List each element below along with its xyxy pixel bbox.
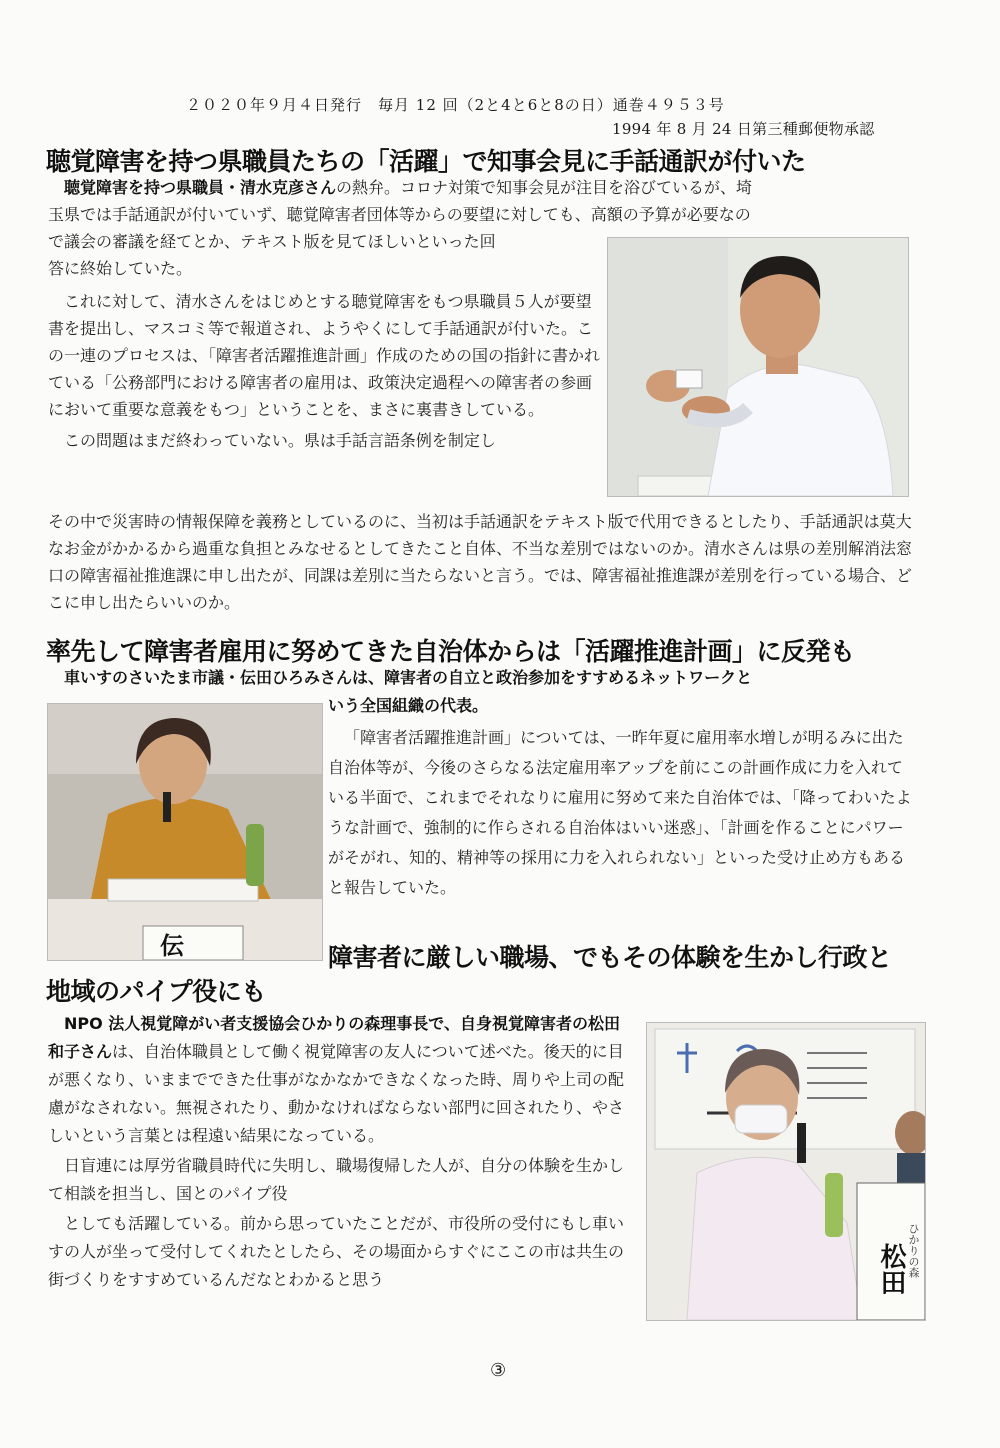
article1-para3-line1: この問題はまだ終わっていない。県は手話言語条例を制定し [64,431,496,450]
article3-text: としても活躍している。前から思っていたことだが、市役所の受付にもし車いすの人が坐って受付してくれたとしたら、その場面からすぐにここの市は共生の街づくりをすすめているんだなとわかると思う [48,1214,625,1289]
nameplate-matsuda-sub: ひかりの森 [907,1223,920,1278]
article1-text: で議会の審議を経てとか、テキスト版を見てほしいといった回 [48,232,496,251]
article1-para2: これに対して、清水さんをはじめとする聴覚障害をもつ県職員５人が要望書を提出し、マスコミ等で報道され、ようやくにして手話通訳が付いた。この一連のプロセスは、「障害者活躍推進計画」作成のための国の指針に書かれている「公務部門における障害者の雇用は、政策決定過程への障害者の参画において重要な意義をもつ」ということを、まさに裏書きしている。 [48,292,601,419]
article1-text: 玉県では手話通訳が付いていず、聴覚障害者団体等からの要望に対しても、高額の予算が必要なの [48,205,751,224]
article2-lead-line1 [48,664,920,691]
postal-approval: 1994 年 8 月 24 日第三種郵便物承認 [612,120,875,138]
article2-lead-line2: いう全国組織の代表。 [328,696,489,715]
article1-para1-top [48,174,920,228]
issue-info: ２０２０年９月４日発行 毎月 12 回（2と4と6と8の日）通巻４９５３号 [186,96,725,114]
photo-shimizu [607,237,909,497]
photo-matsuda [646,1022,926,1321]
article1-para3: その中で災害時の情報保障を義務としているのに、当初は手話通訳をテキスト版で代用できるとしたり、手話通訳は莫大なお金がかかるから過重な負担とみなせるとしてきたこと自体、不当な差別ではないのか。清水さんは県の差別解消法窓口の障害福祉推進課に申し出たが、同課は差別に当たらないと言う。では、障害福祉推進課が差別を行っている場合、どこに申し出たらいいのか。 [48,512,913,612]
photo-denda-illustration [48,704,322,960]
page-number: ③ [490,1360,507,1381]
article3-body [48,1010,634,1294]
headline-article3-a: 障害者に厳しい職場、でもその体験を生かし行政と [328,943,892,972]
article1-column-text [48,228,603,454]
headline-article2: 率先して障害者雇用に努めてきた自治体からは「活躍推進計画」に反発も [46,637,855,666]
article3-text: 日盲連には厚労省職員時代に失明し、職場復帰した人が、自分の体験を生かして相談を担当し、国とのパイプ役 [48,1156,625,1203]
nameplate-matsuda: 松田 [876,1243,906,1295]
nameplate-denda: 伝 [160,931,184,960]
article2-body [328,692,918,903]
headline-article1: 聴覚障害を持つ県職員たちの「活躍」で知事会見に手話通訳が付いた [46,147,806,176]
article1-text: の熱弁。コロナ対策で知事会見が注目を浴びているが、埼 [336,178,753,197]
article2-text: 「障害者活躍推進計画」については、一昨年夏に雇用率水増しが明るみに出た自治体等が、今後のさらなる法定雇用率アップを前にこの計画作成に力を入れている半面で、これまでそれなりに雇用に努めて来た自治体では、「降ってわいたような計画で、強制的に作らされる自治体はいい迷惑」、「計画を作ることにパワーがそがれ、知的、精神等の採用に力を入れられない」といった受け止め方もあると報告していた。 [328,728,912,897]
speaker-name-denda: 車いすのさいたま市議・伝田ひろみさんは、障害者の自立と政治参加をすすめるネットワークと [64,668,753,687]
speaker-name-shimizu: 聴覚障害を持つ県職員・清水克彦さん [64,178,337,197]
article3-text: は、自治体職員として働く視覚障害の友人について述べた。後天的に目が悪くなり、いままでできた仕事がなかなかできなくなった時、周りや上司の配慮がなされない。無視されたり、動かなければならない部門に回されたり、やさしいという言葉とは程遠い結果になっている。 [48,1042,625,1145]
speaker-name-matsuda: NPO 法人視覚障がい者支援協会ひかりの森理事長で、自身視覚障害者の松田和子さん [48,1014,620,1061]
photo-shimizu-illustration [608,238,908,496]
headline-article3-b: 地域のパイプ役にも [46,977,266,1006]
photo-denda [47,703,323,961]
article1-text: 答に終始していた。 [48,259,193,278]
